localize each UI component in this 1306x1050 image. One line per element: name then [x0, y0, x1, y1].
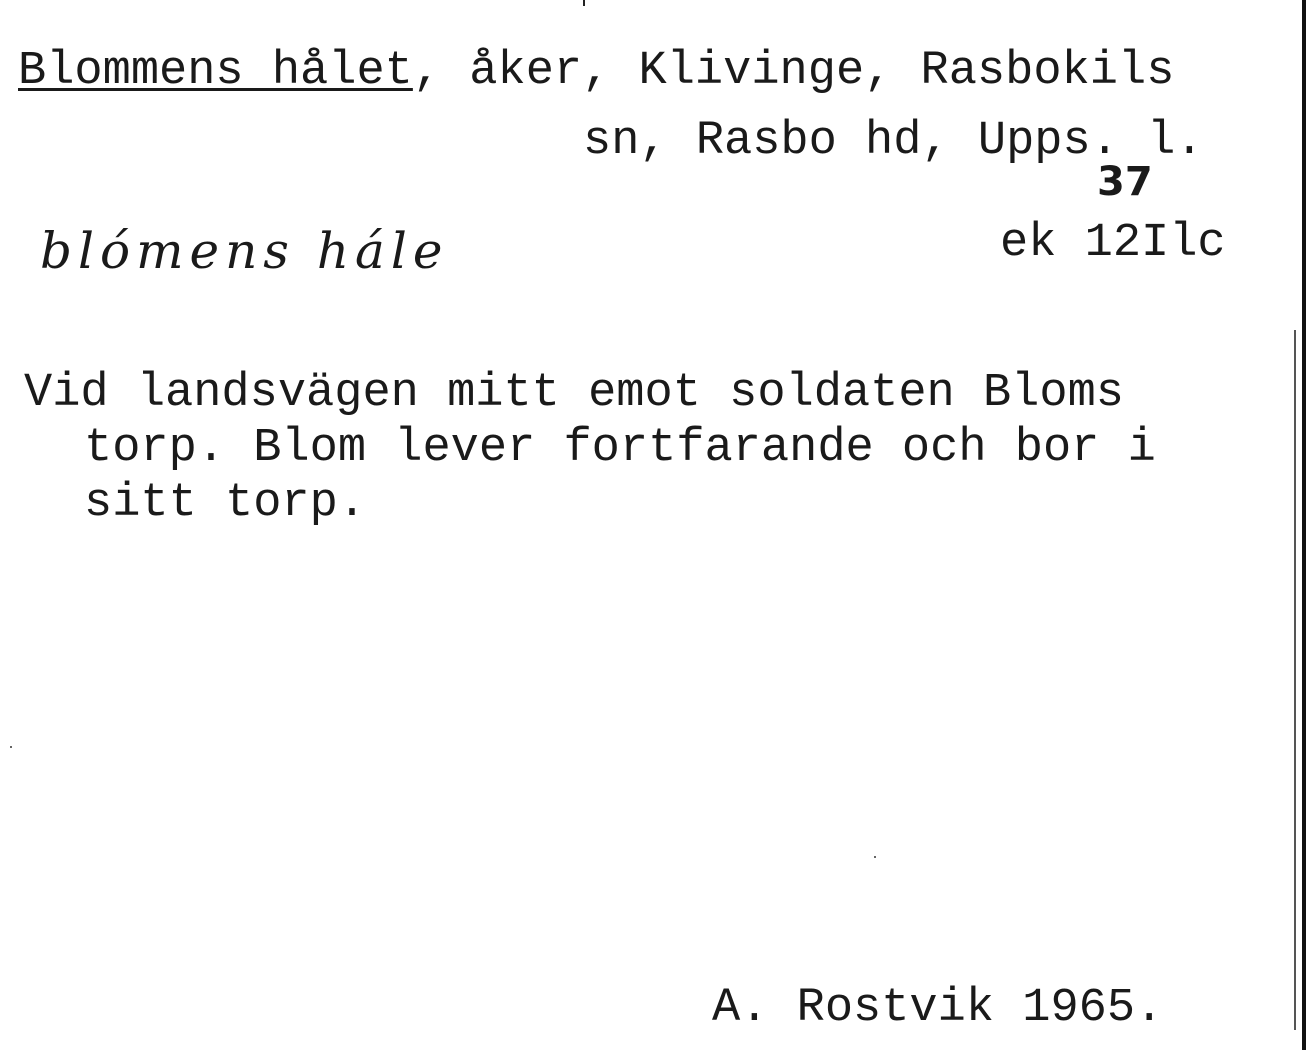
- place-name: Blommens hålet: [18, 45, 413, 98]
- card-edge-mark: [583, 0, 585, 6]
- card-right-edge: [1302, 0, 1306, 1050]
- body-line-3: sitt torp.: [84, 477, 367, 530]
- signature: A. Rostvik 1965.: [712, 982, 1164, 1035]
- handwritten-number: 37: [1097, 159, 1153, 205]
- body-line-2: torp. Blom lever fortfarande och bor i: [84, 422, 1156, 475]
- heading-details: , åker, Klivinge, Rasbokils: [412, 45, 1175, 98]
- card-right-shadow-line: [1294, 330, 1296, 1030]
- heading-line-2: sn, Rasbo hd, Upps. l.: [583, 115, 1204, 168]
- heading-line-1: [18, 45, 1175, 98]
- map-reference: ek 12Ilc: [1000, 217, 1226, 270]
- body-line-1: Vid landsvägen mitt emot soldaten Bloms: [24, 367, 1124, 420]
- handwritten-pronunciation: blómens hále: [40, 222, 449, 280]
- paper-speck: [10, 746, 12, 748]
- paper-speck: [874, 856, 876, 858]
